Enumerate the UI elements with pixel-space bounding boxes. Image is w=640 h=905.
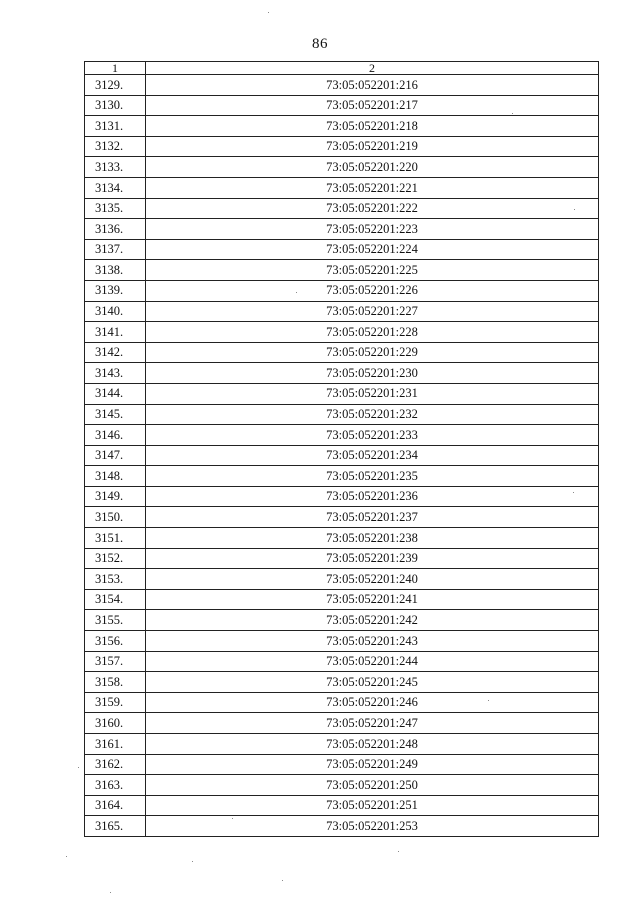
- scan-speck: [296, 292, 297, 293]
- table-row: [85, 260, 599, 281]
- table-body: [85, 75, 599, 837]
- table-row: [85, 425, 599, 446]
- row-number: 3156.: [85, 631, 146, 652]
- cadastral-number: 73:05:052201:236: [146, 486, 599, 507]
- cadastral-number: 73:05:052201:247: [146, 713, 599, 734]
- table-row: [85, 589, 599, 610]
- row-number: 3145.: [85, 404, 146, 425]
- row-number: 3132.: [85, 136, 146, 157]
- row-number: 3154.: [85, 589, 146, 610]
- cadastral-number: 73:05:052201:233: [146, 425, 599, 446]
- table-row: [85, 734, 599, 755]
- cadastral-number: 73:05:052201:225: [146, 260, 599, 281]
- scan-speck: [78, 767, 79, 768]
- cadastral-number: 73:05:052201:242: [146, 610, 599, 631]
- table-row: [85, 219, 599, 240]
- cadastral-number: 73:05:052201:241: [146, 589, 599, 610]
- table-row: [85, 610, 599, 631]
- table-row: [85, 177, 599, 198]
- cadastral-number: 73:05:052201:239: [146, 548, 599, 569]
- cadastral-number: 73:05:052201:231: [146, 383, 599, 404]
- row-number: 3149.: [85, 486, 146, 507]
- row-number: 3136.: [85, 219, 146, 240]
- table-row: [85, 75, 599, 96]
- cadastral-number: 73:05:052201:246: [146, 692, 599, 713]
- column-header-2: 2: [146, 62, 599, 75]
- row-number: 3144.: [85, 383, 146, 404]
- cadastral-number: 73:05:052201:226: [146, 280, 599, 301]
- cadastral-number: 73:05:052201:249: [146, 754, 599, 775]
- table-header-row: [85, 62, 599, 75]
- table-row: [85, 795, 599, 816]
- row-number: 3160.: [85, 713, 146, 734]
- row-number: 3151.: [85, 528, 146, 549]
- cadastral-number: 73:05:052201:223: [146, 219, 599, 240]
- page-number: 86: [312, 36, 328, 52]
- cadastral-number: 73:05:052201:224: [146, 239, 599, 260]
- cadastral-number: 73:05:052201:240: [146, 569, 599, 590]
- row-number: 3141.: [85, 322, 146, 343]
- cadastral-number: 73:05:052201:228: [146, 322, 599, 343]
- table-row: [85, 651, 599, 672]
- row-number: 3164.: [85, 795, 146, 816]
- table-row: [85, 713, 599, 734]
- table-row: [85, 754, 599, 775]
- row-number: 3163.: [85, 775, 146, 796]
- cadastral-number: 73:05:052201:220: [146, 157, 599, 178]
- row-number: 3161.: [85, 734, 146, 755]
- cadastral-number: 73:05:052201:218: [146, 116, 599, 137]
- table-row: [85, 466, 599, 487]
- table-row: [85, 569, 599, 590]
- table-row: [85, 239, 599, 260]
- row-number: 3130.: [85, 95, 146, 116]
- row-number: 3134.: [85, 177, 146, 198]
- cadastral-number: 73:05:052201:222: [146, 198, 599, 219]
- table-row: [85, 445, 599, 466]
- row-number: 3162.: [85, 754, 146, 775]
- row-number: 3142.: [85, 342, 146, 363]
- cadastral-number: 73:05:052201:234: [146, 445, 599, 466]
- cadastral-number: 73:05:052201:229: [146, 342, 599, 363]
- table-row: [85, 692, 599, 713]
- table-row: [85, 363, 599, 384]
- table-row: [85, 322, 599, 343]
- table-row: [85, 486, 599, 507]
- scan-speck: [232, 818, 233, 819]
- scan-speck: [282, 880, 283, 881]
- cadastral-table: [84, 61, 599, 837]
- scan-speck: [268, 12, 269, 13]
- table-row: [85, 548, 599, 569]
- table-row: [85, 198, 599, 219]
- cadastral-number: 73:05:052201:238: [146, 528, 599, 549]
- scan-speck: [574, 209, 575, 210]
- row-number: 3138.: [85, 260, 146, 281]
- scan-speck: [192, 861, 193, 862]
- row-number: 3143.: [85, 363, 146, 384]
- scan-speck: [398, 851, 399, 852]
- row-number: 3131.: [85, 116, 146, 137]
- cadastral-number: 73:05:052201:235: [146, 466, 599, 487]
- table-row: [85, 342, 599, 363]
- cadastral-number: 73:05:052201:243: [146, 631, 599, 652]
- table-row: [85, 775, 599, 796]
- table-row: [85, 95, 599, 116]
- row-number: 3133.: [85, 157, 146, 178]
- cadastral-number: 73:05:052201:221: [146, 177, 599, 198]
- row-number: 3152.: [85, 548, 146, 569]
- cadastral-number: 73:05:052201:250: [146, 775, 599, 796]
- table-row: [85, 136, 599, 157]
- scan-speck: [488, 700, 489, 701]
- table-row: [85, 528, 599, 549]
- table-row: [85, 157, 599, 178]
- row-number: 3155.: [85, 610, 146, 631]
- column-header-1: 1: [85, 62, 146, 75]
- cadastral-number: 73:05:052201:227: [146, 301, 599, 322]
- scan-speck: [573, 492, 574, 493]
- row-number: 3140.: [85, 301, 146, 322]
- row-number: 3147.: [85, 445, 146, 466]
- table-row: [85, 404, 599, 425]
- table-row: [85, 507, 599, 528]
- row-number: 3165.: [85, 816, 146, 837]
- cadastral-number: 73:05:052201:237: [146, 507, 599, 528]
- table-row: [85, 631, 599, 652]
- row-number: 3135.: [85, 198, 146, 219]
- table-row: [85, 383, 599, 404]
- cadastral-number: 73:05:052201:244: [146, 651, 599, 672]
- table-row: [85, 116, 599, 137]
- table-row: [85, 816, 599, 837]
- cadastral-number: 73:05:052201:217: [146, 95, 599, 116]
- cadastral-number: 73:05:052201:248: [146, 734, 599, 755]
- row-number: 3150.: [85, 507, 146, 528]
- scan-speck: [512, 113, 513, 114]
- row-number: 3159.: [85, 692, 146, 713]
- cadastral-number: 73:05:052201:232: [146, 404, 599, 425]
- cadastral-number: 73:05:052201:216: [146, 75, 599, 96]
- row-number: 3158.: [85, 672, 146, 693]
- cadastral-number: 73:05:052201:253: [146, 816, 599, 837]
- row-number: 3153.: [85, 569, 146, 590]
- cadastral-number: 73:05:052201:230: [146, 363, 599, 384]
- row-number: 3129.: [85, 75, 146, 96]
- scan-speck: [66, 856, 67, 857]
- table-row: [85, 301, 599, 322]
- row-number: 3137.: [85, 239, 146, 260]
- table-row: [85, 672, 599, 693]
- scan-speck: [110, 892, 111, 893]
- row-number: 3157.: [85, 651, 146, 672]
- row-number: 3148.: [85, 466, 146, 487]
- cadastral-number: 73:05:052201:245: [146, 672, 599, 693]
- row-number: 3139.: [85, 280, 146, 301]
- cadastral-number: 73:05:052201:251: [146, 795, 599, 816]
- table-row: [85, 280, 599, 301]
- row-number: 3146.: [85, 425, 146, 446]
- cadastral-number: 73:05:052201:219: [146, 136, 599, 157]
